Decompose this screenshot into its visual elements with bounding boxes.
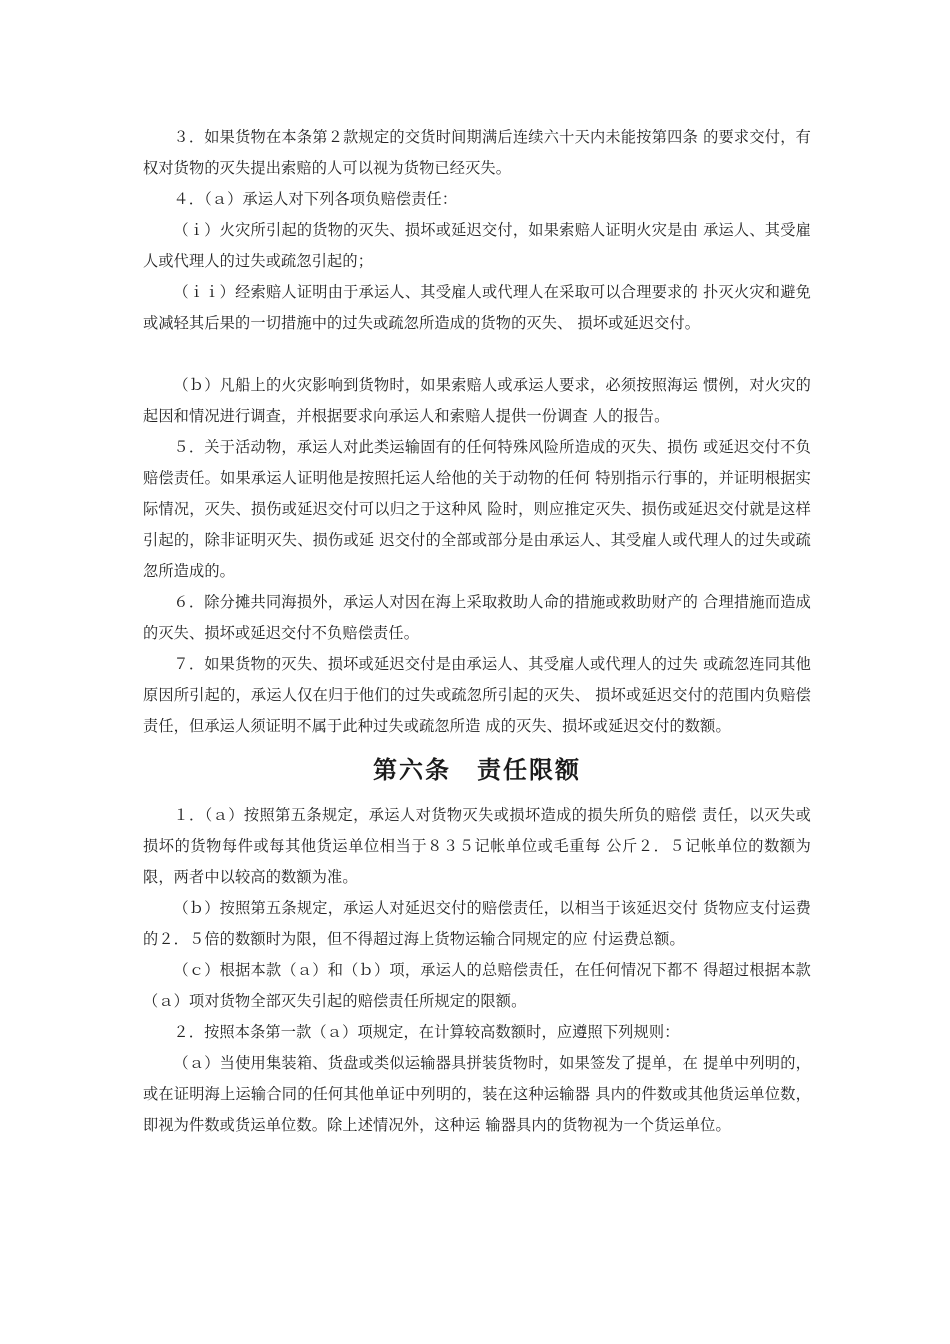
section-heading-article6: 第六条 责任限额: [373, 755, 581, 784]
paragraph-article5-item4a-i: （ｉ）火灾所引起的货物的灭失、损坏或延迟交付，如果索赔人证明火灾是由 承运人、其受雇人或代理人的过失或疏忽引起的；: [143, 221, 811, 270]
paragraph-article6-item2a: （ａ）当使用集装箱、货盘或类似运输器具拼装货物时，如果签发了提单，在 提单中列明的，或在证明海上运输合同的任何其他单证中列明的，装在这种运输器 具内的件数或其他货运单位数，即视为件数或货运单位数。除上述情况外，这种运 输器具内的货物视为一个货运单位。: [143, 1054, 811, 1134]
document-body: [143, 122, 811, 1141]
paragraph-article5-item3: ３．如果货物在本条第２款规定的交货时间期满后连续六十天内未能按第四条 的要求交付，有权对货物的灭失提出索赔的人可以视为货物已经灭失。: [143, 128, 811, 177]
paragraph-spacer: [143, 339, 811, 370]
paragraph-article6-item2: ２．按照本条第一款（ａ）项规定，在计算较高数额时，应遵照下列规则：: [173, 1023, 680, 1041]
paragraph-article6-item1a: １．（ａ）按照第五条规定，承运人对货物灭失或损坏造成的损失所负的赔偿 责任，以灭失或损坏的货物每件或每其他货运单位相当于８３５记帐单位或毛重每 公斤２．５记帐单位的数额为限，两者中以较高的数额为准。: [143, 806, 811, 886]
paragraph-article5-item7: ７．如果货物的灭失、损坏或延迟交付是由承运人、其受雇人或代理人的过失 或疏忽连同其他原因所引起的，承运人仅在归于他们的过失或疏忽所引起的灭失、 损坏或延迟交付的范围内负赔偿责任，但承运人须证明不属于此种过失或疏忽所造 成的灭失、损坏或延迟交付的数额。: [143, 655, 811, 735]
paragraph-article5-item6: ６．除分摊共同海损外，承运人对因在海上采取救助人命的措施或救助财产的 合理措施而造成的灭失、损坏或延迟交付不负赔偿责任。: [143, 593, 811, 642]
paragraph-article6-item1b: （ｂ）按照第五条规定，承运人对延迟交付的赔偿责任，以相当于该延迟交付 货物应支付运费的２．５倍的数额时为限，但不得超过海上货物运输合同规定的应 付运费总额。: [143, 899, 811, 948]
paragraph-article5-item4a-ii: （ｉｉ）经索赔人证明由于承运人、其受雇人或代理人在采取可以合理要求的 扑灭火灾和避免或减轻其后果的一切措施中的过失或疏忽所造成的货物的灭失、 损坏或延迟交付。: [143, 283, 811, 332]
paragraph-article5-item4b: （ｂ）凡船上的火灾影响到货物时，如果索赔人或承运人要求，必须按照海运 惯例，对火灾的起因和情况进行调查，并根据要求向承运人和索赔人提供一份调查 人的报告。: [143, 376, 811, 425]
paragraph-article5-item5: ５．关于活动物，承运人对此类运输固有的任何特殊风险所造成的灭失、损伤 或延迟交付不负赔偿责任。如果承运人证明他是按照托运人给他的关于动物的任何 特别指示行事的，并证明根据实际情况，灭失、损伤或延迟交付可以归之于这种风 险时，则应推定灭失、损伤或延迟交付就是这样引起的，除非证明灭失、损伤或延 迟交付的全部或部分是由承运人、其受雇人或代理人的过失或疏忽所造成的。: [143, 438, 811, 580]
paragraph-article6-item1c: （ｃ）根据本款（ａ）和（ｂ）项，承运人的总赔偿责任，在任何情况下都不 得超过根据本款（ａ）项对货物全部灭失引起的赔偿责任所规定的限额。: [143, 961, 811, 1010]
paragraph-article5-item4a: ４．（ａ）承运人对下列各项负赔偿责任：: [173, 190, 458, 208]
